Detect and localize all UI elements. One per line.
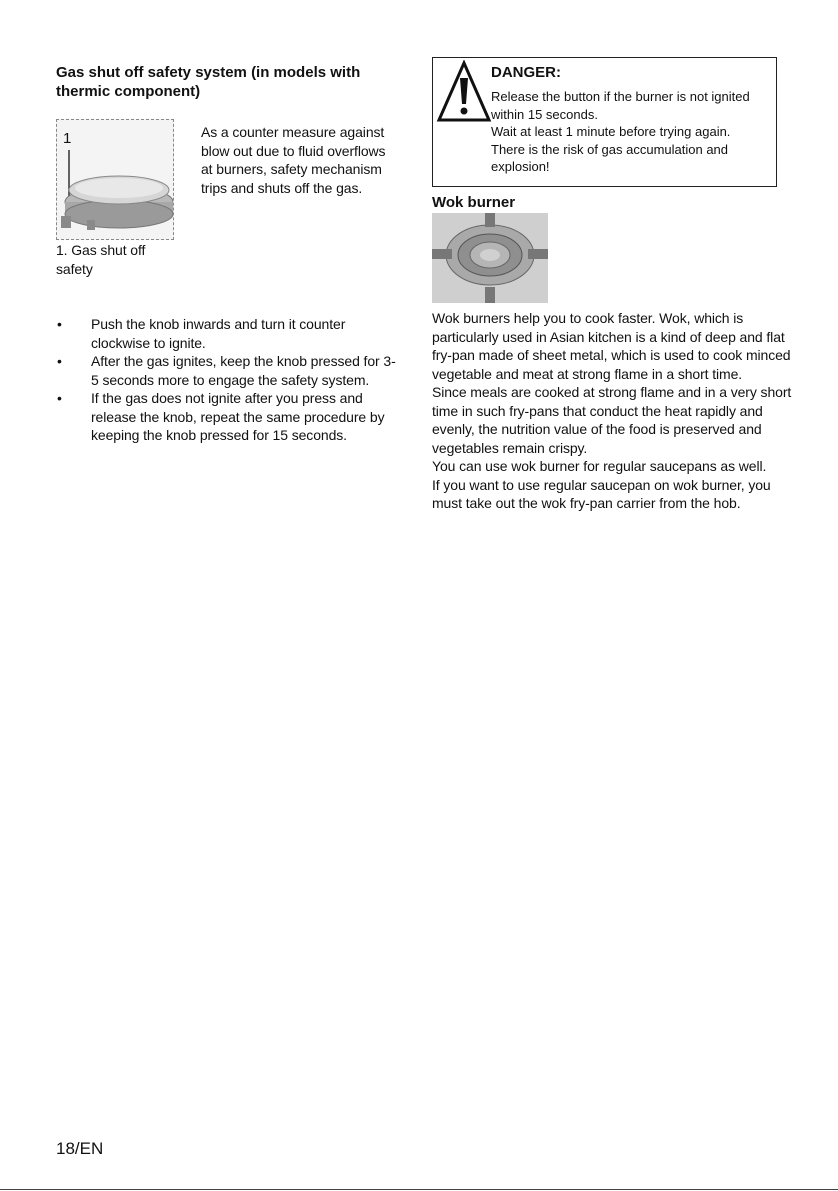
danger-title: DANGER: bbox=[491, 64, 561, 81]
page-number: 18/EN bbox=[56, 1139, 104, 1158]
list-item-text: Push the knob inwards and turn it counter clockwise to ignite. bbox=[91, 316, 346, 351]
danger-text bbox=[491, 88, 776, 176]
list-item-text: If the gas does not ignite after you press and release the knob, repeat the same procedure by keeping the knob pressed for 15 seconds. bbox=[91, 390, 385, 443]
danger-line: Release the button if the burner is not ignited within 15 seconds. bbox=[491, 89, 750, 122]
wok-burner-photo bbox=[432, 213, 548, 303]
bottom-divider bbox=[0, 1189, 838, 1190]
danger-line: Wait at least 1 minute before trying again. bbox=[491, 124, 731, 139]
burner-figure bbox=[56, 119, 174, 240]
figure-number-label: 1 bbox=[63, 130, 72, 147]
section-heading-gas-shutoff: Gas shut off safety system (in models with thermic component) bbox=[56, 64, 361, 100]
list-item bbox=[56, 389, 401, 445]
figure-description: As a counter measure against blow out due to fluid overflows at burners, safety mechanism trips and shuts off the gas. bbox=[201, 124, 386, 196]
bullet-marker: • bbox=[57, 316, 62, 332]
bullet-marker: • bbox=[57, 353, 62, 369]
instruction-list bbox=[56, 315, 401, 445]
paragraph: If you want to use regular saucepan on wok burner, you must take out the wok fry-pan carrier from the hob. bbox=[432, 476, 771, 511]
list-item bbox=[56, 352, 401, 389]
section-heading-wok-burner: Wok burner bbox=[432, 194, 516, 211]
burner-illustration bbox=[57, 120, 173, 239]
list-item-text: After the gas ignites, keep the knob pressed for 3-5 seconds more to engage the safety system. bbox=[91, 353, 396, 388]
bullet-marker: • bbox=[57, 390, 62, 406]
figure-caption: 1. Gas shut off safety bbox=[56, 242, 146, 277]
paragraph: Wok burners help you to cook faster. Wok, which is particularly used in Asian kitchen is a kind of deep and flat fry-pan made of sheet metal, which is used to cook minced vegetable and meat at strong flame in a short time. bbox=[432, 310, 791, 382]
paragraph: You can use wok burner for regular saucepans as well. bbox=[432, 458, 767, 474]
wok-burner-description bbox=[432, 309, 792, 513]
warning-triangle-icon bbox=[436, 60, 492, 130]
list-item bbox=[56, 315, 401, 352]
paragraph: Since meals are cooked at strong flame and in a very short time in such fry-pans that conduct the heat rapidly and evenly, the nutrition value of the food is preserved and vegetables remain crispy. bbox=[432, 384, 792, 456]
danger-line: There is the risk of gas accumulation and explosion! bbox=[491, 141, 729, 174]
